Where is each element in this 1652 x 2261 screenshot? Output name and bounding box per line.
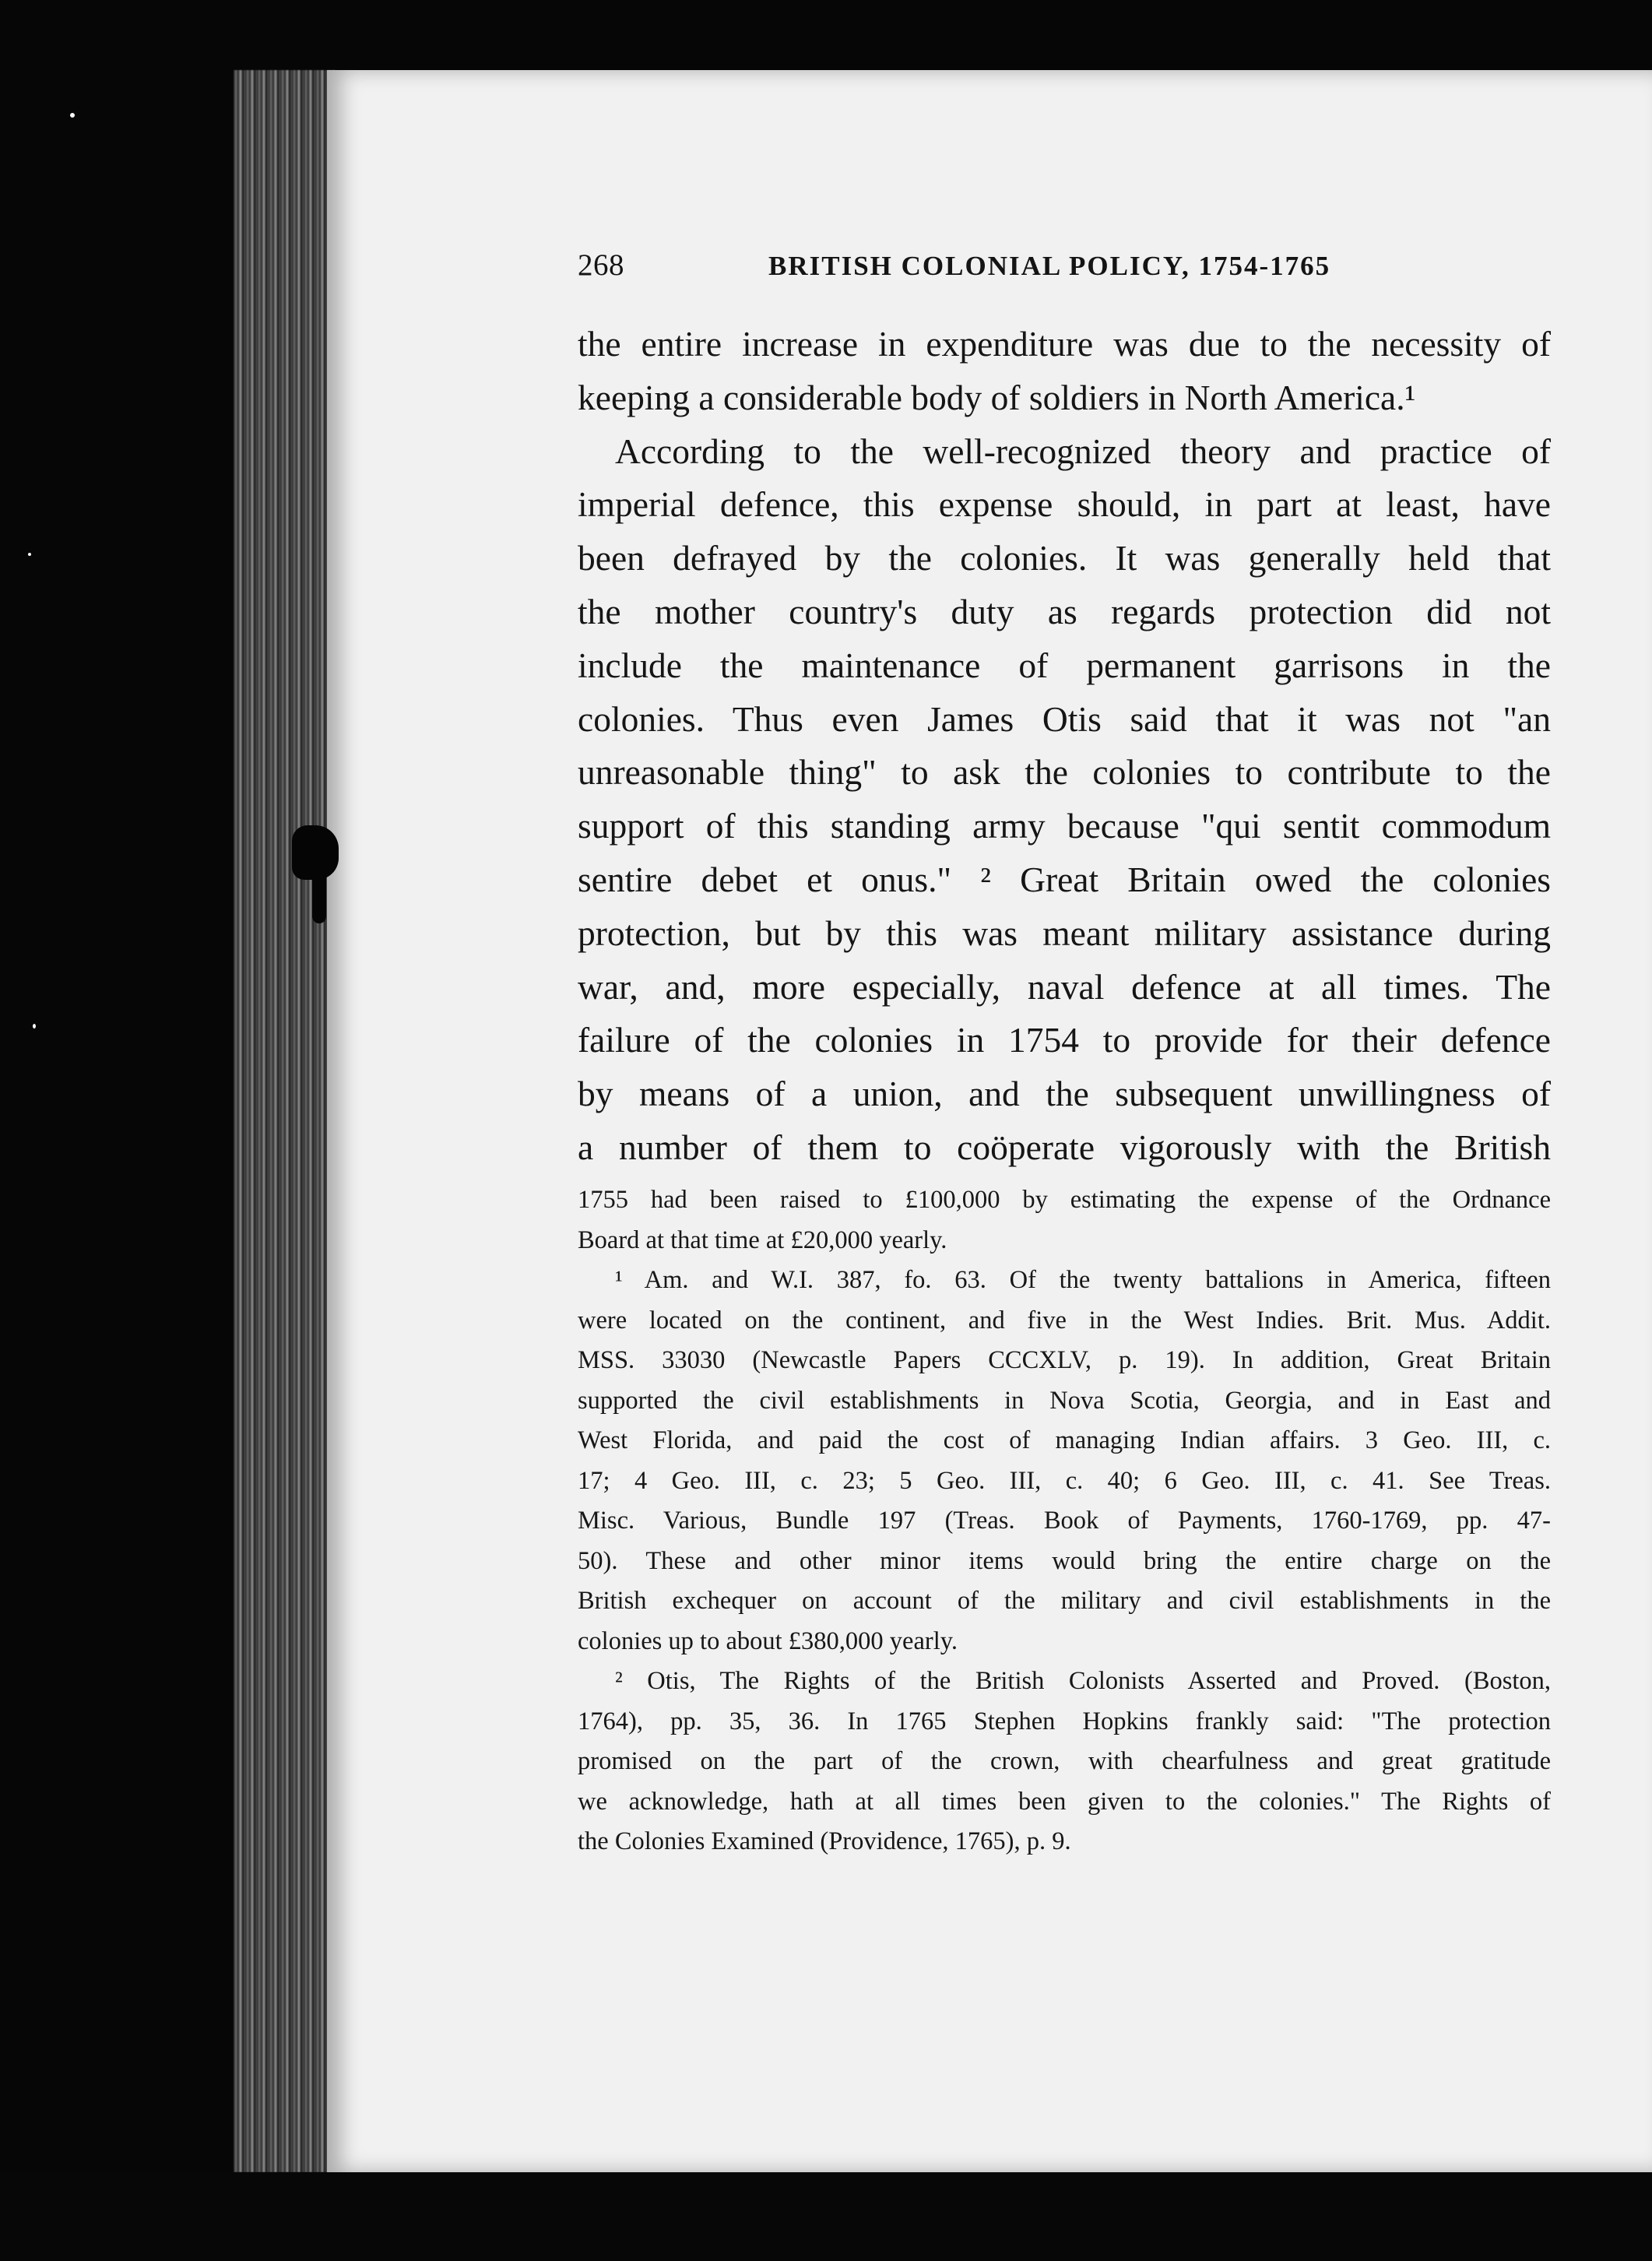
footnote-line: promised on the part of the crown, with chearfulness and great gratitude — [578, 1747, 1551, 1775]
body-line: failure of the colonies in 1754 to provide for their defence — [578, 1020, 1551, 1060]
body-line: sentire debet et onus." ² Great Britain owed the colonies — [578, 859, 1551, 899]
body-line: war, and, more especially, naval defence at all times. The — [578, 966, 1551, 1007]
footnote-line: 17; 4 Geo. III, c. 23; 5 Geo. III, c. 40; 6 Geo. III, c. 41. See Treas. — [578, 1466, 1551, 1495]
footnote-line: supported the civil establishments in Nova Scotia, Georgia, and in East and — [578, 1386, 1551, 1415]
footnote-line: 50). These and other minor items would bring the entire charge on the — [578, 1546, 1551, 1575]
dust-speck — [28, 553, 31, 556]
footnote-line: colonies up to about £380,000 yearly. — [578, 1626, 958, 1655]
footnote-line: British exchequer on account of the military and civil establishments in the — [578, 1587, 1551, 1615]
footnote-line: ¹ Am. and W.I. 387, fo. 63. Of the twenty battalions in America, fifteen — [615, 1266, 1551, 1294]
footnote-line: Board at that time at £20,000 yearly. — [578, 1225, 947, 1254]
body-line: unreasonable thing" to ask the colonies to contribute to the — [578, 752, 1551, 793]
bottom-dark-margin — [0, 2172, 1652, 2261]
body-line: According to the well-recognized theory and practice of — [615, 431, 1551, 471]
body-line: imperial defence, this expense should, in part at least, have — [578, 484, 1551, 525]
running-title: BRITISH COLONIAL POLICY, 1754-1765 — [768, 251, 1331, 281]
footnote-line: 1764), pp. 35, 36. In 1765 Stephen Hopkins frankly said: "The protection — [578, 1707, 1551, 1735]
footnote-line: ² Otis, The Rights of the British Colonists Asserted and Proved. (Boston, — [615, 1667, 1551, 1695]
dust-speck — [70, 113, 75, 118]
body-line: include the maintenance of permanent garrisons in the — [578, 645, 1551, 685]
body-line: by means of a union, and the subsequent unwillingness of — [578, 1074, 1551, 1114]
footnote-line: MSS. 33030 (Newcastle Papers CCCXLV, p. 19). In addition, Great Britain — [578, 1346, 1551, 1374]
page-edge-texture — [234, 70, 335, 2172]
main-text — [578, 318, 1551, 1175]
body-line: the entire increase in expenditure was due to the necessity of — [578, 324, 1551, 364]
footnote-line: Misc. Various, Bundle 197 (Treas. Book of Payments, 1760-1769, pp. 47- — [578, 1507, 1551, 1535]
body-line: protection, but by this was meant military assistance during — [578, 912, 1551, 953]
footnotes — [578, 1180, 1551, 1862]
body-line: been defrayed by the colonies. It was generally held that — [578, 538, 1551, 578]
page-number: 268 — [578, 248, 624, 282]
dust-speck — [33, 1024, 36, 1029]
footnote-line: 1755 had been raised to £100,000 by estimating the expense of the Ordnance — [578, 1186, 1551, 1214]
body-line: the mother country's duty as regards protection did not — [578, 591, 1551, 631]
footnote-line: the Colonies Examined (Providence, 1765), p. 9. — [578, 1827, 1071, 1855]
body-line: support of this standing army because "qui sentit commodum — [578, 806, 1551, 846]
binding-shadow-mark — [292, 825, 339, 880]
footnote-line: we acknowledge, hath at all times been given to the colonies." The Rights of — [578, 1787, 1551, 1816]
body-line: keeping a considerable body of soldiers in North America.¹ — [578, 377, 1416, 417]
page-header — [578, 248, 1551, 294]
footnote-line: West Florida, and paid the cost of managing Indian affairs. 3 Geo. III, c. — [578, 1426, 1551, 1454]
body-line: colonies. Thus even James Otis said that it was not "an — [578, 698, 1551, 739]
footnote-line: were located on the continent, and five in the West Indies. Brit. Mus. Addit. — [578, 1306, 1551, 1334]
body-line: a number of them to coöperate vigorously with the British — [578, 1127, 1551, 1167]
